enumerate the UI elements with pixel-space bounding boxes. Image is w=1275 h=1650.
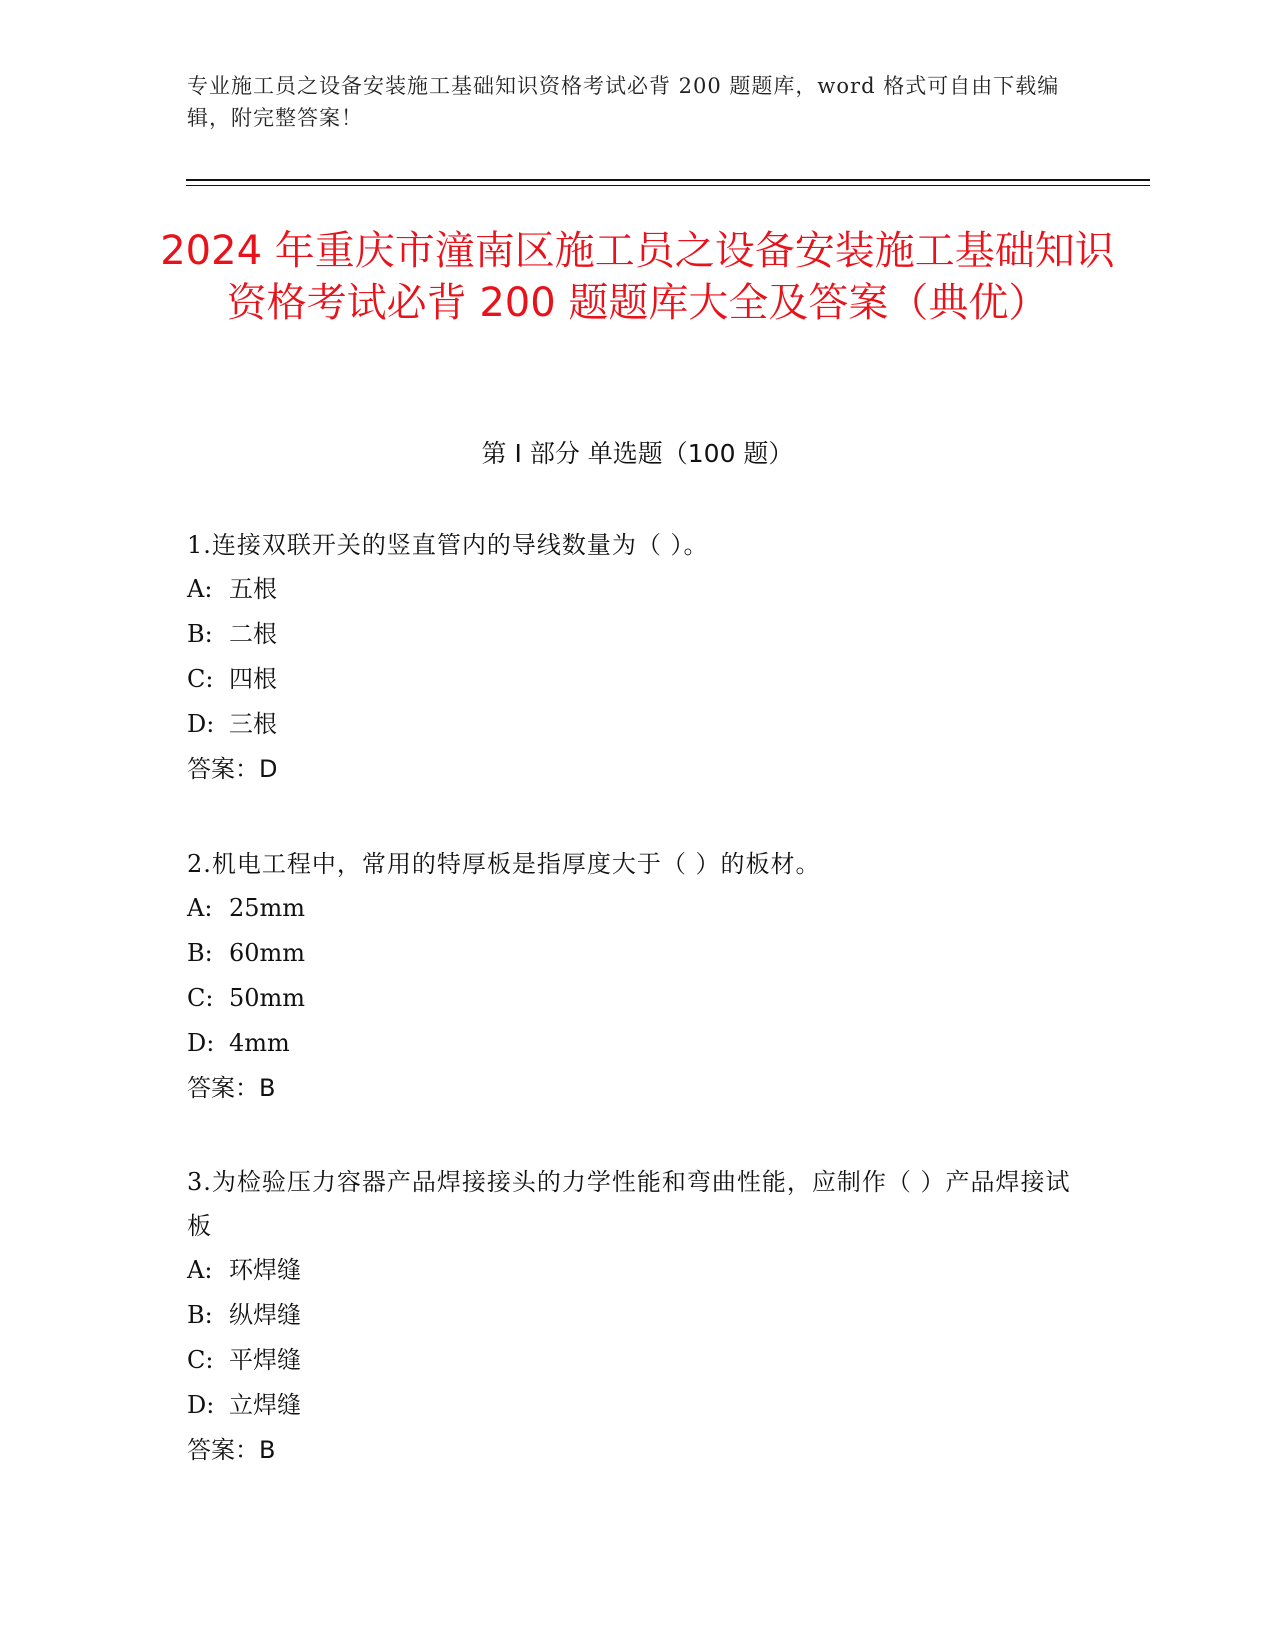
option-letter: C: xyxy=(187,665,214,693)
question-stem: 2.机电工程中，常用的特厚板是指厚度大于（ ）的板材。 xyxy=(187,850,821,878)
option-b xyxy=(187,931,1087,976)
question-block xyxy=(187,1160,1087,1473)
option-b xyxy=(187,1293,1087,1338)
option-b xyxy=(187,612,1087,657)
option-d xyxy=(187,1383,1087,1428)
option-text: 4mm xyxy=(229,1029,290,1057)
option-c xyxy=(187,657,1087,702)
option-text: 环焊缝 xyxy=(229,1256,301,1284)
option-text: 四根 xyxy=(229,665,277,693)
option-letter: A: xyxy=(187,1256,213,1284)
option-text: 纵焊缝 xyxy=(229,1301,301,1329)
document-title: 2024 年重庆市潼南区施工员之设备安装施工基础知识资格考试必背 200 题题库大全及答案（典优） xyxy=(160,228,1115,326)
option-a xyxy=(187,1248,1087,1293)
option-letter: D: xyxy=(187,710,215,738)
option-letter: A: xyxy=(187,894,213,922)
option-letter: D: xyxy=(187,1391,215,1419)
option-text: 二根 xyxy=(229,620,277,648)
option-text: 25mm xyxy=(229,894,306,922)
answer-line: 答案：B xyxy=(187,1436,276,1464)
option-letter: B: xyxy=(187,620,213,648)
option-a xyxy=(187,886,1087,931)
question-stem: 3.为检验压力容器产品焊接接头的力学性能和弯曲性能，应制作（ ）产品焊接试板 xyxy=(187,1168,1071,1240)
option-text: 60mm xyxy=(229,939,306,967)
option-text: 平焊缝 xyxy=(229,1346,301,1374)
section-title: 第 I 部分 单选题（100 题） xyxy=(481,439,794,468)
question-block xyxy=(187,523,1087,792)
option-c xyxy=(187,976,1087,1021)
header-note: 专业施工员之设备安装施工基础知识资格考试必背 200 题题库，word 格式可自由下载编辑，附完整答案！ xyxy=(187,74,1060,130)
option-letter: A: xyxy=(187,575,213,603)
option-a xyxy=(187,567,1087,612)
option-text: 三根 xyxy=(229,710,277,738)
option-d xyxy=(187,702,1087,747)
header-divider-thick xyxy=(186,179,1150,181)
option-letter: C: xyxy=(187,1346,214,1374)
option-text: 立焊缝 xyxy=(229,1391,301,1419)
option-text: 50mm xyxy=(229,984,306,1012)
answer-line: 答案：B xyxy=(187,1074,276,1102)
option-d xyxy=(187,1021,1087,1066)
header-divider-thin xyxy=(186,185,1150,186)
option-c xyxy=(187,1338,1087,1383)
question-block xyxy=(187,842,1087,1111)
option-letter: C: xyxy=(187,984,214,1012)
option-letter: D: xyxy=(187,1029,215,1057)
answer-line: 答案：D xyxy=(187,755,278,783)
option-text: 五根 xyxy=(229,575,277,603)
option-letter: B: xyxy=(187,939,213,967)
question-stem: 1.连接双联开关的竖直管内的导线数量为（ ）。 xyxy=(187,531,709,559)
option-letter: B: xyxy=(187,1301,213,1329)
